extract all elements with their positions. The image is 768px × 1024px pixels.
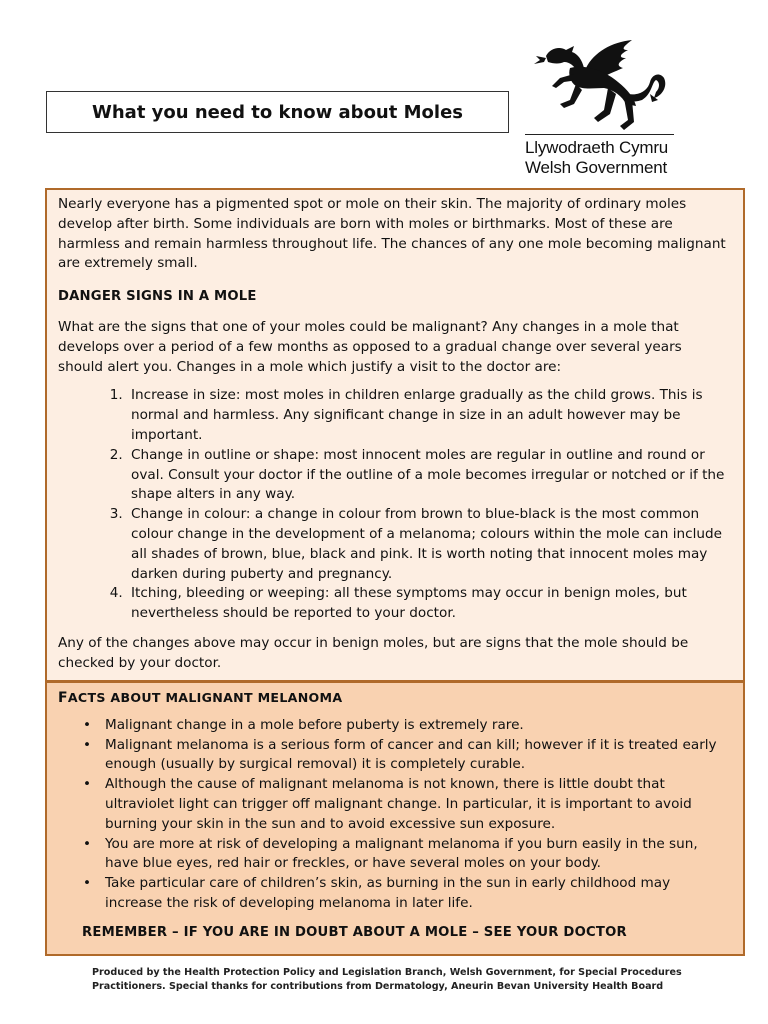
facts-heading — [58, 688, 731, 709]
facts-list — [58, 716, 731, 914]
page-title — [46, 91, 509, 133]
list-item — [83, 736, 731, 776]
danger-signs-heading: DANGER SIGNS IN A MOLE — [58, 289, 257, 305]
facts-heading-rest: ACTS ABOUT MALIGNANT MELANOMA — [67, 690, 343, 705]
list-item-text: Although the cause of malignant melanoma is not known, there is little doubt that ultraviolet light can trigger off malignant change. In particular, it is important to avoid burning your skin in the sun and to avoid excessive sun exposure. — [105, 776, 692, 832]
footer-line-2: Practitioners. Special thanks for contributions from Dermatology, Aneurin Bevan University Health Board — [92, 981, 664, 993]
bullet-icon: • — [83, 716, 92, 733]
list-item: 2. Change in outline or shape: most innocent moles are regular in outline and round or oval. Consult your doctor if the outline of a mole becomes irregular or notched or if the shape alters in any way. — [127, 446, 731, 505]
list-item — [83, 835, 731, 875]
danger-closing-paragraph: Any of the changes above may occur in benign moles, but are signs that the mole should be checked by your doctor. — [58, 634, 689, 671]
list-item: 3. Change in colour: a change in colour from brown to blue-black is the most common colour change in the development of a melanoma; colours within the mole can include all shades of brown, blue, black and pink. It is worth noting that innocent moles may darken during puberty and pregnancy. — [127, 505, 731, 584]
footer-line-1: Produced by the Health Protection Policy and Legislation Branch, Welsh Government, for Special Procedures — [92, 967, 682, 978]
list-item-text: Malignant change in a mole before puberty is extremely rare. — [105, 716, 524, 733]
list-item — [83, 775, 731, 834]
logo-line-english: Welsh Government — [525, 158, 667, 177]
list-item — [83, 874, 731, 914]
list-item: 4. Itching, bleeding or weeping: all these symptoms may occur in benign moles, but nevertheless should be reported to your doctor. — [127, 584, 731, 624]
remember-callout: REMEMBER – IF YOU ARE IN DOUBT ABOUT A MOLE – SEE YOUR DOCTOR — [82, 924, 627, 940]
danger-signs-section — [45, 188, 745, 682]
intro-paragraph: Nearly everyone has a pigmented spot or mole on their skin. The majority of ordinary moles develop after birth. Some individuals are born with moles or birthmarks. Most of these are harmless and remain harmless throughout life. The chances of any one mole becoming malignant are extremely small. — [58, 196, 726, 272]
welsh-dragon-icon — [524, 38, 674, 132]
bullet-icon: • — [83, 776, 92, 793]
danger-lead-paragraph: What are the signs that one of your moles could be malignant? Any changes in a mole that develops over a period of a few months as opposed to a gradual change over several years should alert you. Changes in a mole which justify a visit to the doctor are: — [58, 318, 682, 375]
danger-signs-list — [58, 386, 731, 624]
list-item-text: Take particular care of children’s skin, as burning in the sun in early childhood may increase the risk of developing melanoma in later life. — [105, 875, 671, 911]
list-item: 1. Increase in size: most moles in children enlarge gradually as the child grows. This is normal and harmless. Any significant change in size in an adult however may be important. — [127, 386, 731, 445]
list-item — [83, 716, 731, 736]
logo-text — [525, 138, 668, 178]
logo-line-welsh: Llywodraeth Cymru — [525, 138, 669, 157]
logo-divider — [525, 134, 674, 135]
bullet-icon: • — [83, 736, 92, 753]
list-item-text: Malignant melanoma is a serious form of cancer and can kill; however if it is treated early enough (usually by surgical removal) it is completely curable. — [105, 736, 717, 773]
bullet-icon: • — [83, 835, 92, 852]
list-item-text: You are more at risk of developing a malignant melanoma if you burn easily in the sun, have blue eyes, red hair or freckles, or have several moles on your body. — [105, 835, 698, 872]
footer-credits — [92, 966, 692, 995]
facts-heading-initial: F — [58, 690, 68, 706]
bullet-icon: • — [83, 875, 92, 892]
welsh-government-logo — [524, 38, 684, 132]
page-title-text: What you need to know about Moles — [92, 101, 463, 123]
melanoma-facts-section — [45, 681, 745, 956]
